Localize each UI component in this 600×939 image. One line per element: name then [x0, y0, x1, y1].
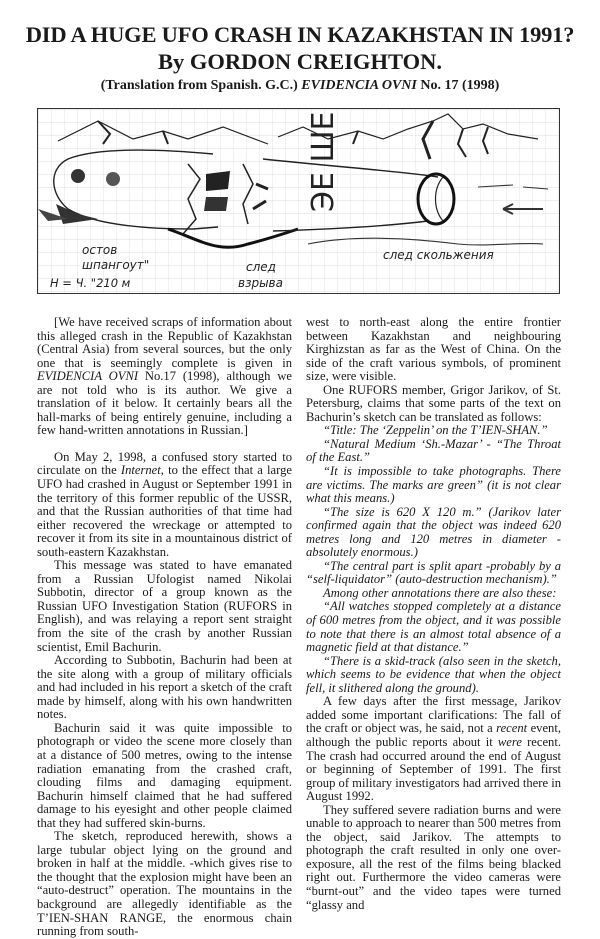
craft-symbols: ЭЕ ШЕ	[306, 111, 341, 212]
quote: “Title: The ‘Zeppelin’ on the T’IEN-SHAN.”	[323, 423, 548, 438]
right-column	[306, 316, 561, 912]
paragraph: They suffered severe radiation burns and were unable to approach to nearer than 500 metres from the object, said Jarikov. The attempts to photograph the craft resulted in only one over-exposure, all the rest of the films being blacked right out. Furthermore the video cameras were “burnt-out” and the video tapes were turned “glassy and	[306, 802, 561, 912]
annotation-explosion-trace-1: след	[246, 260, 276, 274]
text-run: “The size is 620 X 120 m.”	[323, 504, 482, 519]
quote	[306, 465, 561, 506]
annotation-frame: остов	[82, 243, 118, 257]
publication-name: EVIDENCIA OVNI	[37, 369, 139, 384]
article-source	[0, 78, 600, 94]
porthole	[71, 169, 85, 183]
source-publication: EVIDENCIA OVNI	[301, 78, 417, 93]
left-column	[37, 316, 292, 939]
text-run: event, although the public reports about it	[306, 721, 561, 749]
annotation-height: Н = Ч. "210 м	[50, 276, 131, 290]
porthole	[106, 172, 120, 186]
italic-run: were	[497, 734, 522, 749]
annotation-rib: шпангоут"	[82, 258, 150, 272]
paragraph: Bachurin said it was quite impossible to photograph or video the scene more closely than at a distance of 500 metres, owing to the intense radiation emanating from the crashed craft, clouding films and damaging equipment. Bachurin himself claimed that he had suffered damage to his eyesight and other people claimed that they had suffered skin-burns.	[37, 720, 292, 830]
quote: “The central part is split apart -probably by a “self-liquidator” (auto-destruction mechanism).”	[306, 558, 561, 587]
ufo-crash-sketch	[37, 108, 560, 294]
text-run: recent. The crash had occurred around the end of August or beginning of September of 1991. The first group of military investigators had arrived there in August 1992.	[306, 734, 561, 804]
editor-note	[37, 316, 292, 438]
quote: “All watches stopped completely at a distance of 600 metres from the object, and it was possible to note that there is an almost total absence of a magnetic field at that distance.”	[306, 599, 561, 655]
italic-run: Internet,	[120, 463, 164, 478]
text-run: to the effect that a large UFO had crashed in August or September 1991 in the territory of this former republic of the USSR, and that the Russian authorities of that time had either recovered the wreckage or attempted to recover it from its site in a mountainous district of south-eastern Kazakhstan.	[37, 463, 292, 559]
paragraph: The sketch, reproduced herewith, shows a large tubular object lying on the ground and broken in half at the middle. -which gives rise to the thought that the explosion might have been an “auto-destruct” operation. The mountains in the background are allegedly identifiable as the T’IEN-SHAN RANGE, the enormous chain running from south-	[37, 829, 292, 939]
source-prefix: (Translation from Spanish. G.C.)	[100, 78, 302, 93]
text-run: No.17 (1998), although we are not told who is its author. We give a translation of it below. It certainly bears all the hall-marks of being entirely genuine, including a few hand-written annotations in Russian.]	[37, 369, 292, 438]
text-run: (Jarikov later confirmed again that the object was indeed 620 metres long and 120 metres in diameter -absolutely enormous.)	[306, 504, 561, 560]
quote: Among other annotations there are also these:	[323, 585, 557, 600]
article-byline: By GORDON CREIGHTON.	[158, 49, 442, 74]
quote: “There is a skid-track (also seen in the sketch, which seems to be evidence that when the object fell, it slithered along the ground).	[306, 653, 561, 695]
annotation-skid-trace: след скольжения	[383, 248, 494, 262]
paragraph	[37, 451, 292, 559]
italic-run: recent	[496, 721, 528, 736]
paragraph: According to Subbotin, Bachurin had been at the site along with a group of military officials and had included in his report a sketch of the craft made by himself, along with his own handwritten notes.	[37, 653, 292, 722]
paragraph	[306, 695, 561, 803]
quote	[306, 506, 561, 560]
paragraph: One RUFORS member, Grigor Jarikov, of St. Petersburg, claims that some parts of the text on Bachurin’s sketch can be translated as follows:	[306, 382, 561, 424]
paragraph: This message was stated to have emanated from a Russian Ufologist named Nikolai Subbotin, director of a group known as the Russian UFO Investigation Station (RUFORS in English), and was relaying a report sent straight from the site of the crash by another Russian scientist, Emil Bachurin.	[37, 558, 292, 654]
text-run: On May 2, 1998, a confused story started to circulate on the	[37, 449, 292, 478]
article-title: DID A HUGE UFO CRASH IN KAZAKHSTAN IN 1991?	[25, 22, 575, 47]
text-run: (it is not clear what this means.)	[306, 477, 561, 506]
quote: “Natural Medium ‘Sh.-Mazar’ - “The Throat of the East.”	[306, 436, 561, 465]
sketch-drawing	[38, 109, 560, 294]
paragraph: west to north-east along the entire frontier between Kazakhstan and neighbouring Kirghizstan as far as the West of China. On the side of the craft various symbols, of prominent size, were visible.	[306, 315, 561, 384]
annotation-explosion-trace-2: взрыва	[238, 276, 283, 290]
text-run: A few days after the first message, Jarikov added some important clarifications: The fall of the craft or object was, he said, not a	[306, 694, 561, 736]
source-suffix: No. 17 (1998)	[416, 78, 500, 93]
text-run: “It is impossible to take photographs. There are victims. The marks are green”	[306, 464, 561, 492]
text-run: [We have received scraps of information about this alleged crash in the Republic of Kazakhstan (Central Asia) from several sources, but the only one that is seemingly complete is given in	[37, 315, 292, 370]
